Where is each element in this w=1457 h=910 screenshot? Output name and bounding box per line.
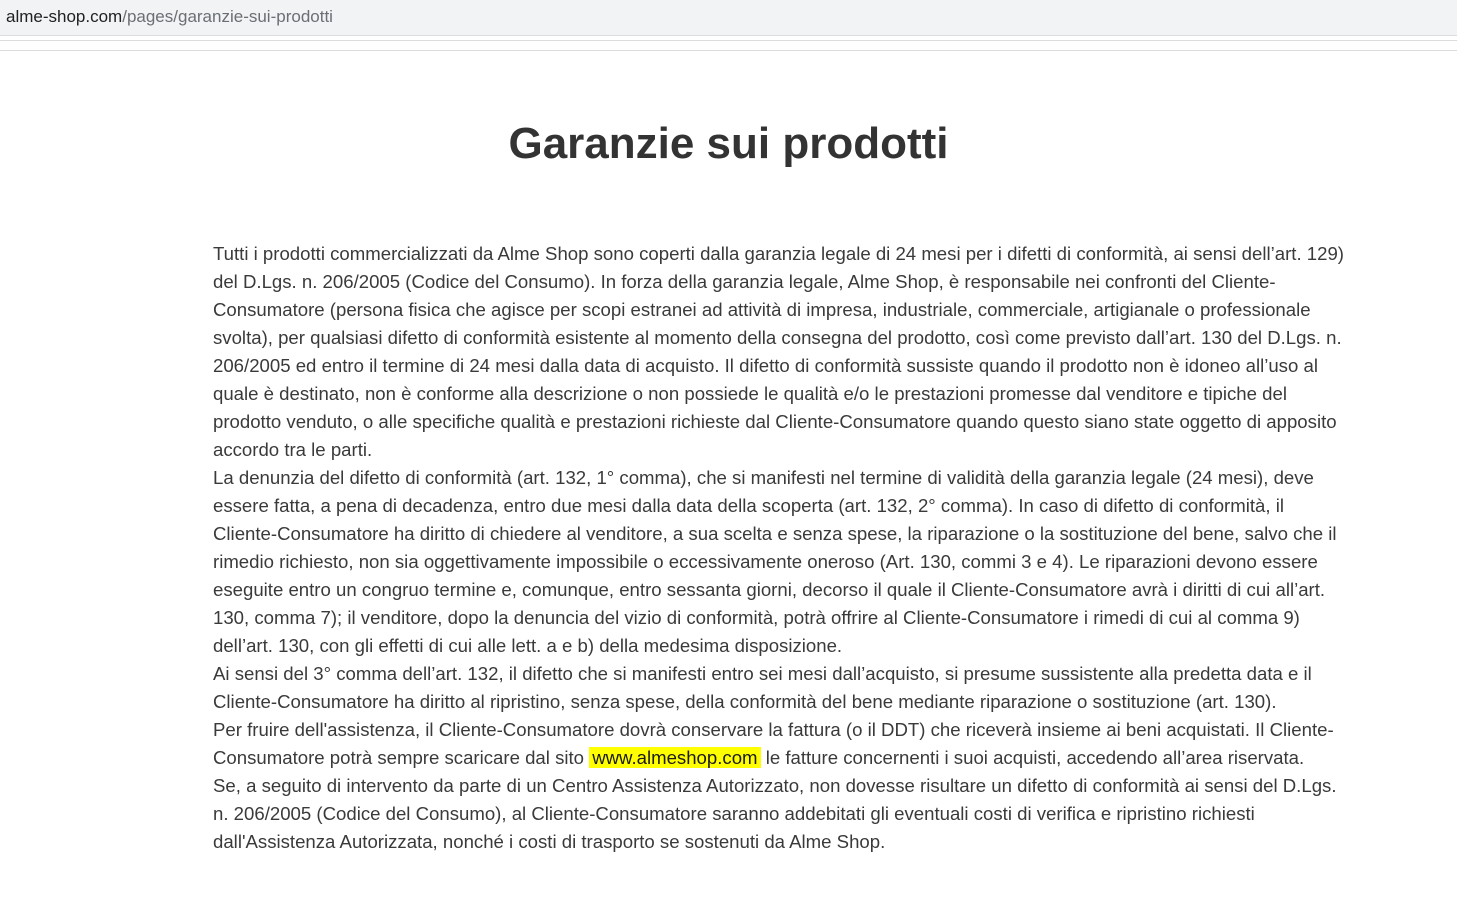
address-bar[interactable] [0, 0, 1457, 36]
url-path: /pages/garanzie-sui-prodotti [122, 7, 333, 26]
assistance-text-after: le fatture concernenti i suoi acquisti, accedendo all’area riservata. [765, 747, 1305, 768]
url-text[interactable] [6, 7, 333, 27]
page-title: Garanzie sui prodotti [508, 119, 949, 168]
paragraph-assistance [213, 716, 1348, 772]
toolbar-divider [0, 40, 1457, 41]
paragraph-costs: Se, a seguito di intervento da parte di un Centro Assistenza Autorizzato, non dovesse risultare un difetto di conformità ai sensi del D.Lgs. n. 206/2005 (Codice del Consumo), al Cliente-Consumatore saranno addebitati gli eventuali costi di verifica e ripristino richiesti dall'Assistenza Autorizzata, nonché i costi di trasporto se sostenuti da Alme Shop. [213, 775, 1337, 852]
paragraph-defect-report: La denunzia del difetto di conformità (art. 132, 1° comma), che si manifesti nel termine di validità della garanzia legale (24 mesi), deve essere fatta, a pena di decadenza, entro due mesi dalla data della scoperta (art. 132, 2° comma). In caso di difetto di conformità, il Cliente-Consumatore ha diritto di chiedere al venditore, a sua scelta e senza spese, la riparazione o la sostituzione del bene, salvo che il rimedio richiesto, non sia oggettivamente impossibile o eccessivamente oneroso (Art. 130, commi 3 e 4). Le riparazioni devono essere eseguite entro un congruo termine e, comunque, entro sessanta giorni, decorso il quale il Cliente-Consumatore avrà i diritti di cui all’art. 130, comma 7); il venditore, dopo la denuncia del vizio di conformità, potrà offrire al Cliente-Consumatore i rimedi di cui al comma 9) dell’art. 130, con gli effetti di cui alle lett. a e b) della medesima disposizione. [213, 467, 1337, 656]
paragraph-legal-warranty: Tutti i prodotti commercializzati da Alme Shop sono coperti dalla garanzia legale di 24 mesi per i difetti di conformità, ai sensi dell’art. 129) del D.Lgs. n. 206/2005 (Codice del Consumo). In forza della garanzia legale, Alme Shop, è responsabile nei confronti del Cliente-Consumatore (persona fisica che agisce per scopi estranei ad attività di impresa, industriale, commerciale, artigianale o professionale svolta), per qualsiasi difetto di conformità esistente al momento della consegna del prodotto, così come previsto dall’art. 130 del D.Lgs. n. 206/2005 ed entro il termine di 24 mesi dalla data di acquisto. Il difetto di conformità sussiste quando il prodotto non è idoneo all’uso al quale è destinato, non è conforme alla descrizione o non possiede le qualità e/o le prestazioni promesse dal venditore e tipiche del prodotto venduto, o alle specifiche qualità e prestazioni richieste dal Cliente-Consumatore quando questo siano state oggetto di apposito accordo tra le parti. [213, 243, 1344, 460]
site-link-highlight: www.almeshop.com [589, 747, 760, 768]
url-domain: alme-shop.com [6, 7, 123, 26]
assistance-text-before: Per fruire dell'assistenza, il Cliente-Consumatore dovrà conservare la fattura (o il DDT) che riceverà insieme ai beni acquistati. Il Cliente-Consumatore potrà sempre scaricare dal sito [213, 719, 1334, 768]
page-content [213, 240, 1348, 856]
page-top-divider [0, 50, 1457, 51]
paragraph-presumption: Ai sensi del 3° comma dell’art. 132, il difetto che si manifesti entro sei mesi dall’acquisto, si presume sussistente alla predetta data e il Cliente-Consumatore ha diritto al ripristino, senza spese, della conformità del bene mediante riparazione o sostituzione (art. 130). [213, 663, 1312, 712]
